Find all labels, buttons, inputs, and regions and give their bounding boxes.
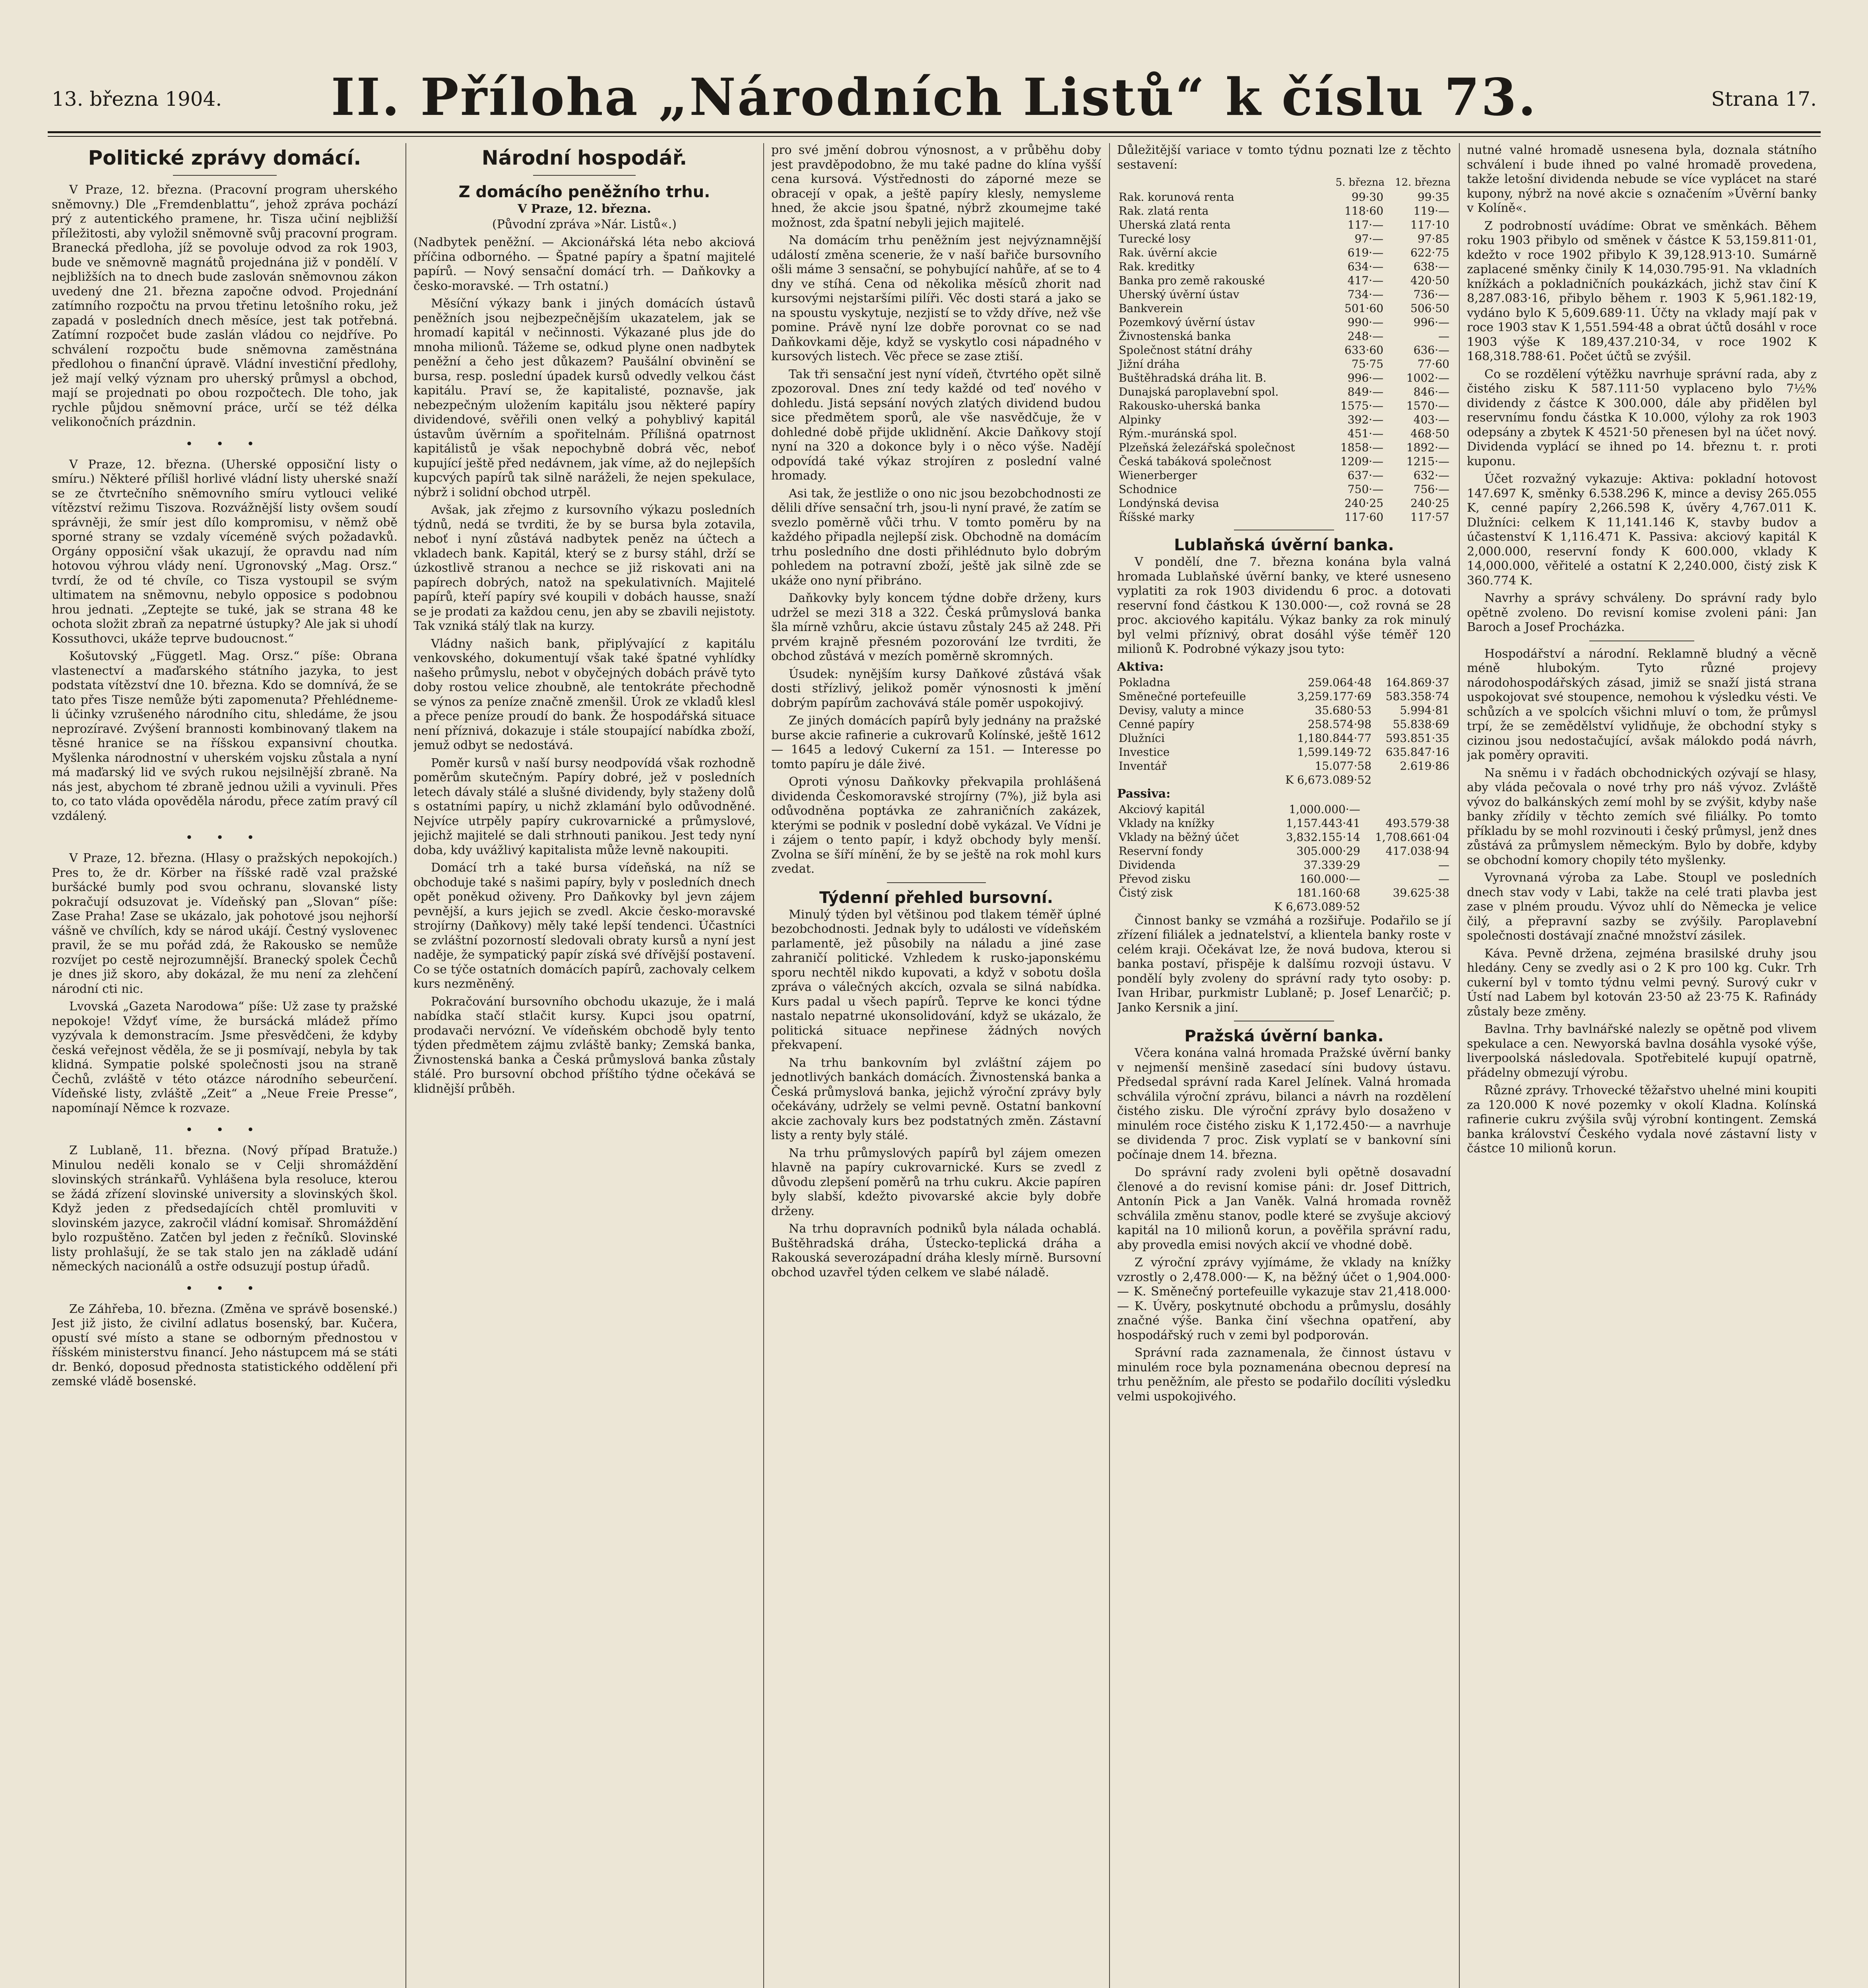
column-divider [763, 143, 764, 1988]
table-cell: 996·— [1347, 371, 1384, 384]
article-paragraph: Ze jiných domácích papírů byly jednány na pražské burse akcie rafinerie a cukrovarů Kolínské, ještě 1612 — 1645 a ledový Cukerní za 151. — Interesse po tomto papíru je dále živé. [771, 714, 1101, 771]
article-paragraph: Oproti výnosu Daňkovky překvapila prohlášená dividenda Českomoravské strojírny (7%), již byla asi odůvodněna poptávka ze zahraničních zakázek, kterými se podnik v poslední době vykázal. Ve Vídni je i zájem o tento papír, i když obchody byly menší. Zvolna se šíří mínění, že by se ještě na rok mohl kurs zvedat. [771, 775, 1101, 876]
article-title: Týdenní přehled bursovní. [819, 888, 1053, 907]
table-row [1117, 689, 1451, 703]
table-cell: 468·50 [1410, 427, 1449, 440]
article-paragraph: Káva. Pevně držena, zejména brasilské druhy jsou hledány. Ceny se zvedly asi o 2 K pro 100 kg. Cukr. Trh cukerní byl v tomto týdnu velmi pevný. Surový cukr v Ústí nad Labem byl kotován 23·50 až 23·75 K. Rafinády zůstaly beze změny. [1467, 946, 1817, 1019]
table-cell: 420·50 [1410, 274, 1449, 287]
table-row [1117, 287, 1451, 301]
article-paragraph: Minulý týden byl většinou pod tlakem téměř úplné bezobchodnosti. Jednak byly to události ve vídeňském parlamentě, jež působily na náladu a jiné zase zahraničí politické. Vzhledem k rusko-japonskému sporu nechtěl nikdo kupovati, a když v sobotu došla zpráva o válečných akcích, ozvala se silná nabídka. Kurs padal u všech papírů. Teprve ke konci týdne nastalo nepatrné ukonsolidování, když se ukázalo, že politická situace nepřinese žádných nových překvapení. [771, 907, 1101, 1052]
table-cell: 635.847·16 [1385, 745, 1449, 759]
table-cell: Česká tabáková společnost [1119, 455, 1271, 468]
table-row [1117, 329, 1451, 343]
table-row [1117, 315, 1451, 329]
table-row-total [1117, 900, 1451, 914]
column-exchange [1117, 143, 1451, 1988]
article-paragraph: Na trhu dopravních podniků byla nálada ochablá. Buštěhradská dráha, Ústecko-teplická dráha a Rakouská severozápadní dráha klesly mírně. Bursovní obchod uzavřel týden celkem ve slabé náladě. [771, 1222, 1101, 1279]
article-paragraph: Poměr kursů v naší bursy neodpovídá však rozhodně poměrům skutečným. Papíry dobré, jež v posledních letech dávaly stálé a slušné dividendy, byly staženy dolů s ostatními papíry, u nichž zklamání bylo odůvodněné. Nejvíce utrpěly papíry cukrovarnické a průmyslové, jejichž majitelé se dali strhnouti panikou. Jest tedy nyní doba, kdy uvážlivý kapitalista může levně nakoupiti. [413, 756, 755, 857]
table-row [1117, 301, 1451, 315]
balance-pasiva-table [1117, 802, 1451, 914]
table-cell: 97·— [1354, 232, 1384, 245]
article-separator: • • • [185, 830, 264, 845]
table-row [1117, 872, 1451, 886]
article-title: Lublaňská úvěrní banka. [1174, 536, 1394, 554]
table-cell: 258.574·98 [1307, 717, 1372, 731]
table-cell: 849·— [1347, 385, 1384, 398]
table-cell: 1002·— [1406, 371, 1449, 384]
article-paragraph: Na sněmu i v řadách obchodnických ozývají se hlasy, aby vláda pečovala o nové trhy pro náš vývoz. Zvláště vývoz do balkánských zemí mohl by se zvýšit, kdyby naše banky zřídily v těchto zemích své filiálky. Po tomto příkladu by se mohl rozvinouti i český průmysl, jenž dnes zůstává za průmyslem německým. Bylo by dobře, kdyby se obchodní komory chopily této myšlenky. [1467, 766, 1817, 867]
table-cell: Směnečné portefeuille [1119, 689, 1246, 703]
table-cell: 493.579·38 [1385, 816, 1449, 830]
table-row [1117, 830, 1451, 844]
table-cell: 501·60 [1344, 302, 1384, 315]
table-cell: 583.358·74 [1385, 689, 1449, 703]
article-paragraph: Asi tak, že jestliže o ono nic jsou bezobchodnosti ze dělili dříve sensační trh, jsou-li nyní pravé, že zatím se svezlo poměrně vůči trhu. V tomto poměru by na každého připadla nejlepší zisk. Obchodně na domácím trhu posledního dne dosti přihlédnuto bylo dobrým pohledem na potravní zboží, ještě jak silně zde se ukáže ono nyní přibráno. [771, 486, 1101, 588]
issue-date: 13. března 1904. [52, 87, 222, 111]
article-paragraph: V Praze, 12. března. (Hlasy o pražských nepokojích.) Pres to, že dr. Körber na říšské radě vzal pražské buršácké bumly pod svou ochranu, slovanské listy pokračují odsuzovat je. Vídeňský pan „Slovan“ píše: Zase Praha! Zase se ukázalo, jak pohotové jsou nejhorší vášně ve chvílích, kdy se národ ukájí. Čestný vyslovenec pravil, že se mu pořád zdá, že Rakousko se nemůže rozvíjet po cestě nejrozumnější. Branecký spolek Čechů je dnes již skoro, aby dokázal, že mu není za zlehčení národní cti nic. [52, 851, 398, 996]
table-cell: Bankverein [1119, 302, 1183, 315]
article-paragraph: Účet rozvažný vykazuje: Aktiva: pokladní hotovost 147.697 K, směnky 6.538.296 K, mince a devisy 265.055 K, cenné papíry 2,266.598 K, úvěry 4,767.011 K. Dlužníci: celkem K 11,141.146 K, stavby budov a účastenství K 1,116.471 K. Passiva: akciový kapitál K 2,000.000, reservní fondy K 600.000, vklady K 14,000.000, věřitelé a ostatní K 2,240.000, čistý zisk K 360.774 K. [1467, 472, 1817, 588]
table-row [1117, 357, 1451, 371]
article-paragraph: Měsíční výkazy bank i jiných domácích ústavů peněžních jsou nejbezpečnějším ukazatelem, jak se hromadí kapitál v nečinnosti. Výkazané plus jde do mnoha milionů. Tážeme se, odkud plyne onen nadbytek peněžní a čeho jest důkazem? Paušální obvinění se bursa, resp. poslední úpadek kursů odvedly velkou část kapitálu. Praví se, že kapitalisté, poznavše, jak nebezpečným uložením kapitálu jsou některé papíry dividendové, svěřili onen velký a pohyblivý kapitál ústavům úvěrním a spořitelnám. Přílišná opatrnost kapitálistů je však nepochybně dobrá věc, neboť kupující ještě před nedávnem, jak víme, až do nejlepších kupcvých papírů tak silně naráželi, že nejen spekulace, nýbrž i solidní obchod utrpěl. [413, 297, 755, 499]
article-paragraph: Různé zprávy. Trhovecké těžařstvo uhelné mini koupiti za 120.000 K nové pozemky v okolí Kladna. Kolínská rafinerie cukru zvýšila svůj výrobní kontingent. Zemská banka království Českého vydala nové zástavní listy v částce 10 milionů korun. [1467, 1083, 1817, 1155]
article-separator: • • • [185, 1280, 264, 1296]
article-paragraph: Z podrobností uvádíme: Obrat ve směnkách. Během roku 1903 přibylo od směnek v částce K 53,159.811·01, kdežto v roce 1902 přibylo K 39,128.913·10. Sumárně zaplacené směnky činily K 14,030.795·91. Na vkladních knížkách a pokladničních poukázkách, jichž stav činí K 8,287.083·16, přibylo během r. 1903 K 5,961.182·19, vydáno bylo K 5,609.689·11. Účty na vklady mají pak v roce 1903 stav K 1,551.594·48 a obrat účtů dosáhl v roce 1903 výše K 189,437.210·34, v roce 1902 K 168,318.788·61. Počet účtů se zvýšil. [1467, 219, 1817, 363]
table-cell: 5.994·81 [1400, 703, 1449, 717]
table-cell: 117·— [1347, 218, 1384, 231]
table-row [1117, 441, 1451, 454]
article-paragraph: Pokračování bursovního obchodu ukazuje, že i malá nabídka stačí stlačit kursy. Kupci jsou opatrní, prodavači nervózní. Ve vídeňském obchodě byly tento týden předmětem zájmu zvláště banky; Zemská banka, Živnostenská banka a Česká průmyslová banka zůstaly stálé. Pro bursovní obchod příštího týdne očekává se klidnější průběh. [413, 994, 755, 1096]
table-cell: Rým.-muránská spol. [1119, 427, 1237, 440]
table-cell: 417·— [1347, 274, 1384, 287]
table-row [1117, 886, 1451, 900]
table-cell: 996·— [1413, 316, 1449, 329]
article-paragraph: Z výroční zprávy vyjímáme, že vklady na knížky vzrostly o 2,478.000·— K, na běžný účet o 1,904.000·— K. Směnečný portefeuille vykazuje stav 21,418.000·— K. Úvěry, poskytnuté obchodu a průmyslu, dosáhly značné výše. Banka činí všechna opatření, aby hospodářský ruch v zemi byl podporován. [1117, 1256, 1451, 1342]
article-paragraph: V Praze, 12. března. (Pracovní program uherského sněmovny.) Dle „Fremdenblattu“, jehož zpráva pochází prý z autentického pramene, hr. Tisza učiní nejbližší příležitosti, aby vyložil sněmovně svůj pracovní program. Branecká předloha, jíž se povoluje odvod za rok 1903, bude ve sněmovně magnátů projednána již v pondělí. V nejbližších na to dnech bude zaslován sněmovnou zákon uvedený dne 21. března započne odvod. Projednání zatímního rozpočtu na prvou třetinu letošního roku, jež zapadá v posledních dnech měsíce, jest tak potřebná. Zatímní rozpočet bude zaslán vládou co nejdříve. Po schválení rozpočtu bude sněmovna zaměstnána předlohou o finanční úpravě. Vládní investiční předlohy, jež mají velký význam pro uherský průmysl a obchod, mají se projednati po obou rozpočtech. Dle toho, jak rychle půjdou sněmovní práce, určí se též délka velikonočních prázdnin. [52, 183, 398, 429]
table-cell: Inventář [1119, 759, 1167, 773]
table-cell: 1,157.443·41 [1286, 816, 1360, 830]
article-paragraph: V pondělí, dne 7. března konána byla valná hromada Lublaňské úvěrní banky, ve které usneseno vyplatiti za rok 1903 dividendu 6 proc. a dotovati reservní fond částkou K 130.000·—, což rovná se 28 proc. akciového kapitálu. Výkaz banky za rok minulý byl velmi příznivý, obrat dosáhl výše téměř 120 milionů K. Podrobné výkazy jsou tyto: [1117, 555, 1451, 656]
table-row [1117, 385, 1451, 399]
table-cell: 117·60 [1344, 511, 1384, 524]
table-cell: 240·25 [1344, 497, 1384, 510]
table-cell: 1215·— [1406, 455, 1449, 468]
table-cell: Akciový kapitál [1119, 802, 1205, 816]
table-row [1117, 703, 1451, 717]
column-misc [1467, 143, 1817, 1988]
table-cell: Vklady na knížky [1119, 816, 1214, 830]
table-row [1117, 427, 1451, 441]
table-cell: Rak. kreditky [1119, 260, 1195, 273]
table-cell: 392·— [1347, 413, 1384, 426]
table-cell: 160.000·— [1300, 872, 1360, 885]
table-cell: 634·— [1347, 260, 1384, 273]
table-cell: 99·30 [1351, 190, 1384, 204]
table-row [1117, 745, 1451, 759]
table-cell: 622·75 [1410, 246, 1449, 259]
table-cell: 77·60 [1417, 357, 1449, 371]
table-cell: Wienerberger [1119, 469, 1197, 482]
article-paragraph: Do správní rady zvoleni byli opětně dosavadní členové a do revisní komise páni: dr. Josef Dittrich, Antonín Pick a Jan Vaněk. Valná hromada rovněž schválila změnu stanov, podle které se zvyšuje akciový kapitál na 10 milionů korun, a pověřila správní radu, aby provedla emisi nových akcií ve vhodné době. [1117, 1165, 1451, 1252]
table-row [1117, 413, 1451, 427]
balance-aktiva-table [1117, 676, 1451, 787]
table-row [1117, 731, 1451, 745]
table-cell: 506·50 [1410, 302, 1449, 315]
article-paragraph: Správní rada zaznamenala, že činnost ústavu v minulém roce byla poznamenána obecnou depresí na trhu peněžním, ale přesto se podařilo docíliti výsledku velmi uspokojivého. [1117, 1346, 1451, 1404]
table-cell: Říšské marky [1119, 511, 1195, 524]
article-paragraph: Z Lublaně, 11. března. (Nový případ Bratuže.) Minulou neděli konalo se v Celji shromáždění slovinských stránkařů. Vyhlášena byla resoluce, kterou se žádá zřízení slovinské university a slovinských škol. Když jeden z předsedajících chtěl promluviti v slovinském jazyce, zakročil vládní komisař. Shromáždění bylo rozpuštěno. Zatčen byl jeden z řečníků. Slovinské listy prohlašují, že se tak stalo jen na základě udání německých nacionálů a ostře odsuzují postup úřadů. [52, 1143, 398, 1274]
table-cell: Dlužníci [1119, 731, 1165, 745]
table-cell: Dunajská paroplavební spol. [1119, 385, 1279, 398]
article-paragraph: Košutovský „Függetl. Mag. Orsz.“ píše: Obrana vlastenectví a maďarského státního jazyka, to jest podstata vítězství dne 10. března. Kdo se domnívá, že se tato přes Tisze nemůže býti zapomenuta? Přehlédneme-li účinky vzrušeného národního citu, shledáme, že jsou neprozíravé. Zvýšení brannosti kombinovaný tlakem na těsné hranice se na říšskou expansivní choutka. Myšlenka národnostní v uherském vojsku zůstala a nyní má maďarský lid ve svých rukou nejsilnější zbraně. Na nás jest, abychom té zbraně jednou užili a vyvinuli. Přes to, co tato vláda opověděla národu, přece zatím pravý cíl vzdálený. [52, 649, 398, 823]
table-cell: Pokladna [1119, 676, 1170, 689]
table-row [1117, 802, 1451, 816]
article-paragraph: Tak tři sensační jest nyní vídeň, čtvrtého opět silně zpozoroval. Dnes zní tedy každé od teď nového v dohledu. Jistá sepsání nových zlatých dividend budou sice předmětem sporů, ale vše nasvědčuje, že v dohledné době přijde uklidnění. Akcie Daňkovy stojí nyní na 320 a dokonce byly i o něco výše. Nadějí odpovídá také výkaz strojíren z poslední valné hromady. [771, 367, 1101, 483]
article-paragraph: Avšak, jak zřejmo z kursovního výkazu posledních týdnů, nedá se tvrditi, že by se bursa byla zotavila, neboť i nyní zůstává nadbytek peněz na účtech a vkladech bank. Kapitál, který se z bursy stáhl, drží se úzkostlivě stranou a nechce se již riskovati ani na papírech dobrých, natož na spekulativních. Majitelé papírů, kteří papíry své koupili v dobách hausse, snaží se je prodati za každou cenu, jen aby se zbavili nejistoty. Tak vzniká stálý tlak na kurzy. [413, 503, 755, 633]
column-economy [413, 143, 755, 1988]
table-cell: 1575·— [1340, 399, 1384, 412]
article-paragraph: Lvovská „Gazeta Narodowa“ píše: Už zase ty pražské nepokoje! Vždyť víme, že bursácká mládež přímo vyzývala k demonstracím. Jsme přesvědčeni, že kdyby česká veřejnost věděla, že se ji posmívají, nebyla by tak klidná. Sympatie polské společnosti jsou na straně Čechů, zvláště v této otázce národního sebeurčení. Vídeňské listy, zvláště „Zeit“ a „Neue Freie Presse“, napomínají Němce k rozvaze. [52, 1000, 398, 1115]
table-cell: 3,832.155·14 [1286, 830, 1360, 844]
article-paragraph: Na domácím trhu peněžním jest nejvýznamnější událostí změna scenerie, že v naší bařiče bursovního ošli máme 3 sensační, se pohybující nahůře, ať se to 4 dny ve stíhá. Cena od několika měsíců zhorit nad kursovými nejstaršími pilíři. Věc dosti stará a jako se na spoustu vyskytuje, nezjistí se to vždy dříve, než vše pomine. Právě nyní lze dobře porovnat co se nad Daňkovkami děje, když se vyskytlo cosi nápadného v kursových listech. Věc přece se zase ztiší. [771, 233, 1101, 363]
table-cell: 736·— [1413, 288, 1449, 301]
heading-rule [533, 175, 636, 176]
table-cell: 636·— [1413, 344, 1449, 357]
table-header-date: 5. března [1335, 177, 1385, 188]
table-cell: 119·— [1413, 204, 1449, 217]
masthead-rule [48, 131, 1821, 133]
article-paragraph: pro své jmění dobrou výnosnost, a v průběhu doby jest pravděpodobno, že mu také padne do klína vyšší cena kursová. Výstřednosti do záporné meze se obracejí v opak, a ještě papíry klesly, nemysleme hned, že akcie jsou špatné, nýbrž zkoumejme také možnost, zda špatní nebyli jejich majitelé. [771, 143, 1101, 230]
masthead-rule-thin [48, 136, 1821, 137]
table-cell: Londýnská devisa [1119, 497, 1219, 510]
table-intro: Důležitější variace v tomto týdnu poznati lze z těchto sestavení: [1117, 143, 1451, 172]
table-cell: Živnostenská banka [1119, 330, 1231, 343]
article-summary: (Nadbytek peněžní. — Akcionářská léta nebo akciová příčina odborného. — Špatné papíry a špatní majitelé papírů. — Nový sensační domácí trh. — Daňkovky a česko-moravské. — Trh ostatní.) [413, 235, 755, 293]
article-paragraph: Včera konána valná hromada Pražské úvěrní banky v nejmenší menšině zasedací síni budovy ústavu. Předsedal správní rada Karel Jelínek. Valná hromada schválila výroční zprávu, bilanci a návrh na rozdělení čistého zisku. Dle výroční zprávy bylo dosaženo v minulém roce čistého zisku K 1,172.450·— a navrhuje se dividenda 7 proc. Zisk vyplatí se v bankovní síni počínaje dnem 14. března. [1117, 1046, 1451, 1162]
table-cell: 39.625·38 [1393, 886, 1449, 899]
table-row [1117, 399, 1451, 413]
supplement-title: II. Příloha „Národních Listů“ k číslu 73. [331, 68, 1538, 127]
article-separator: • • • [185, 436, 264, 451]
heading-rule [173, 175, 277, 176]
table-cell: Dividenda [1119, 858, 1176, 872]
article-paragraph: Na trhu průmyslových papírů byl zájem omezen hlavně na papíry cukrovarnické. Kurs se zvedl z důvodu zlepšení poměrů na trhu cukru. Akcie papíren byly slabší, kdežto pivovarské akcie byly dobře drženy. [771, 1146, 1101, 1218]
table-cell: 164.869·37 [1385, 676, 1449, 689]
table-row [1117, 844, 1451, 858]
article-title: Z domácího peněžního trhu. [458, 183, 710, 201]
table-row [1117, 816, 1451, 830]
table-row [1117, 717, 1451, 731]
table-cell: 1858·— [1340, 441, 1384, 454]
table-cell: 35.680·53 [1315, 703, 1372, 717]
article-paragraph: V Praze, 12. března. (Uherské opposiční listy o smíru.) Některé přílišl horlivé vládní listy uherské snaží se ze čtvrtečního sněmovního smíru vytlouci veliké vítězství režimu Tiszova. Rozvážnější listy ovšem soudí správněji, že smír jest dílo kompromisu, v němž obě sporné strany se vzdaly víceméně svých požadavků. Orgány opposiční však ukazují, že opravdu nad ním hotovou výhrou vlády není. Ugronovský „Mag. Orsz.“ tvrdí, že od té chvíle, co Tisza vystoupil se svým ultimatem na sněmovnu, nebylo opposice s podobnou hrou jednati. „Zeptejte se tuké, jak se strana 48 ke ochota složit zbraň za nepatrné ústupky? Ale jak si uhodí Kossuthovci, ukáže teprve budoucnost.“ [52, 457, 398, 646]
article-paragraph: Hospodářství a národní. Reklamně bludný a věcně méně hlubokým. Tyto různé projevy národohospodářských zásad, jimiž se snaží jistá strana uspokojovat své stoupence, nemohou k výsledku vésti. Ve schůzích a ve spolcích všichni mluví o tom, že průmysl trpí, že se zemědělství vylidňuje, že obchodní styky s cizinou jsou nedostačující, avšak málokdo podá návrh, jak poměry opraviti. [1467, 646, 1817, 762]
article-source: (Původní zpráva »Nár. Listů«.) [492, 217, 677, 231]
table-row [1117, 496, 1451, 510]
article-paragraph: Domácí trh a také bursa vídeňská, na níž se obchoduje také s našimi papíry, byly v posledních dnech opět poněkud oživeny. Pro Daňkovky byl jevn zájem pevnější, a kurs jejich se zvedl. Akcie česko-moravské strojírny (Daňkovy) měly také lepší tendenci. Účastníci se zvláštní pozorností sledovali obraty kursů a nyní jest naděje, že sympatický papír získá své dřívější postavení. Co se týče ostatních domácích papírů, zachovaly celkem kurs nezměněný. [413, 861, 755, 991]
table-cell: 1209·— [1340, 455, 1384, 468]
table-cell: 1,180.844·77 [1297, 731, 1372, 745]
article-paragraph: Úsudek: nynějším kursy Daňkové zůstává však dosti střízlivý, jelikož poměr výnosnosti k jmění dobrým papírům zachovává stále poměr uspokojivý. [771, 667, 1101, 710]
table-row [1117, 260, 1451, 274]
article-title: Pražská úvěrní banka. [1184, 1027, 1384, 1045]
table-cell: Cenné papíry [1119, 717, 1195, 731]
table-cell: 3,259.177·69 [1297, 689, 1372, 703]
table-cell [1362, 802, 1451, 816]
column-divider [405, 143, 406, 1988]
table-cell: 248·— [1347, 330, 1384, 343]
table-cell: 637·— [1347, 469, 1384, 482]
table-cell: 305.000·29 [1296, 844, 1360, 858]
table-row [1117, 510, 1451, 524]
table-row [1117, 204, 1451, 218]
table-cell: 37.339·29 [1304, 858, 1360, 872]
column-politics [52, 143, 398, 1988]
table-cell: Jižní dráha [1119, 357, 1180, 371]
table-cell: Banka pro země rakouské [1119, 274, 1265, 287]
table-cell: 15.077·58 [1315, 759, 1372, 773]
table-row [1117, 482, 1451, 496]
table-cell: 638·— [1413, 260, 1449, 273]
article-paragraph: nutné valné hromadě usnesena byla, doznala státního schválení i bude ihned po valné hromadě provedena, takže letošní dividenda nebude se více vyplácet na staré kupony, nýbrž na nové akcie s označením »Úvěrní banky v Kolíně«. [1467, 143, 1817, 215]
table-cell: 118·60 [1344, 204, 1384, 217]
price-table [1117, 175, 1451, 524]
table-cell: 259.064·48 [1307, 676, 1372, 689]
table-header-date: 12. března [1395, 177, 1451, 188]
table-cell: Uherský úvěrní ústav [1119, 288, 1240, 301]
column-divider [1109, 143, 1110, 1988]
table-cell: 2.619·86 [1400, 759, 1449, 773]
table-cell: 1892·— [1406, 441, 1449, 454]
column-market [771, 143, 1101, 1988]
table-cell: 1,708.661·04 [1375, 830, 1449, 844]
table-cell: — [1438, 330, 1449, 343]
table-cell: K 6,673.089·52 [1285, 773, 1372, 786]
table-cell: Reservní fondy [1119, 844, 1203, 858]
article-paragraph: Na trhu bankovním byl zvláštní zájem po jednotlivých bankách domácích. Živnostenská banka a Česká průmyslová banka, jejichž výroční zprávy byly očekávány, udržely se velmi pevně. Ostatní bankovní akcie zachovaly kurs bez podstatných změn. Zástavní listy a renty byly stálé. [771, 1056, 1101, 1142]
table-row [1117, 246, 1451, 260]
table-cell: Turecké losy [1119, 232, 1191, 245]
table-cell: 756·— [1413, 483, 1449, 496]
article-paragraph: Co se rozdělení výtěžku navrhuje správní rada, aby z čistého zisku K 587.111·50 vyplaceno bylo 7½% dividendy z částce K 300.000, dále aby přidělen byl reservnímu fondu částka K 10.000, výlohy za rok 1903 odepsány a zbytek K 4521·50 přenesen byl na účet nový. Dividenda vyplácí se ihned po 14. březnu t. r. proti kuponu. [1467, 367, 1817, 468]
article-separator: • • • [185, 1122, 264, 1137]
table-cell: Plzeňská železářská společnost [1119, 441, 1295, 454]
table-cell: 846·— [1413, 385, 1449, 398]
article-paragraph: Vyrovnaná výroba za Labe. Stoupl ve posledních dnech stav vody v Labi, takže na celé trati plavba jest zase v plném proudu. Vývoz uhlí do Německa je velice čilý, a přepravní sazby se zvýšily. Paroplavební společnosti dostávají značné množství zásilek. [1467, 871, 1817, 943]
table-row [1117, 759, 1451, 773]
table-row [1117, 218, 1451, 232]
section-heading-economy: Národní hospodář. [481, 146, 687, 169]
table-cell: 734·— [1347, 288, 1384, 301]
table-cell: 240·25 [1410, 497, 1449, 510]
table-cell: 1570·— [1406, 399, 1449, 412]
section-heading-politics: Politické zprávy domácí. [88, 146, 361, 169]
table-label: Passiva: [1117, 786, 1171, 801]
article-paragraph: Navrhy a správy schváleny. Do správní rady bylo opětně zvoleno. Do revisní komise zvoleni páni: Jan Baroch a Josef Procházka. [1467, 591, 1817, 634]
table-cell: 619·— [1347, 246, 1384, 259]
table-cell: 750·— [1347, 483, 1384, 496]
table-cell: K 6,673.089·52 [1274, 900, 1360, 913]
column-divider [1459, 143, 1460, 1988]
table-label: Aktiva: [1117, 660, 1164, 674]
article-dateline: V Praze, 12. března. [518, 202, 651, 216]
table-cell: 593.851·35 [1385, 731, 1449, 745]
table-cell: Společnost státní dráhy [1119, 344, 1252, 357]
table-cell: Investice [1119, 745, 1170, 759]
table-cell: Rak. úvěrní akcie [1119, 246, 1217, 259]
masthead [48, 60, 1821, 127]
table-row [1117, 454, 1451, 468]
table-cell: 417.038·94 [1385, 844, 1449, 858]
table-cell: Alpinky [1119, 413, 1161, 426]
table-cell: 99·35 [1417, 190, 1449, 204]
table-cell: 117·57 [1410, 511, 1449, 524]
table-cell: 55.838·69 [1393, 717, 1449, 731]
table-row [1117, 232, 1451, 246]
table-cell: 632·— [1413, 469, 1449, 482]
table-cell: Převod zisku [1119, 872, 1191, 885]
table-cell: 181.160·68 [1296, 886, 1360, 899]
table-row [1117, 858, 1451, 872]
article-paragraph: Bavlna. Trhy bavlnářské nalezly se opětně pod vlivem spekulace a cen. Newyorská bavlna dosáhla vysoké výše, liverpoolská následovala. Spotřebitelé kupují opatrně, přádelny obmezují výrobu. [1467, 1022, 1817, 1080]
article-paragraph: Činnost banky se vzmáhá a rozšiřuje. Podařilo se jí zřízení filiálek a jednatelství, a klientela banky roste v celém kraji. Očekávat lze, že nová budova, kterou si banka postaví, přispěje k dalšímu rozvoji ústavu. V pondělí byly zvoleny do správní rady tyto osoby: p. Ivan Hribar, purkmistr Lublaně; p. Josef Lenarčič; p. Janko Kersnik a jiní. [1117, 913, 1451, 1015]
article-rule [887, 882, 986, 883]
table-cell: — [1438, 858, 1449, 872]
table-row [1117, 371, 1451, 385]
table-cell: Pozemkový úvěrní ústav [1119, 316, 1255, 329]
article-paragraph: Daňkovky byly koncem týdne dobře drženy, kurs udržel se mezi 318 a 322. Česká průmyslová banka šla mírně vzhůru, akcie ústavu zůstaly 245 až 248. Při prvém krajně přesném pozorování lze tvrditi, že obchod zůstává v mezích poměrně skromných. [771, 591, 1101, 663]
table-cell: Devisy, valuty a mince [1119, 703, 1244, 717]
table-cell: 117·10 [1410, 218, 1449, 231]
table-cell: Rakousko-uherská banka [1119, 399, 1261, 412]
table-cell: Rak. zlatá renta [1119, 204, 1209, 217]
table-cell: Vklady na běžný účet [1119, 830, 1239, 844]
table-row [1117, 190, 1451, 204]
table-row [1117, 274, 1451, 287]
table-cell: Buštěhradská dráha lit. B. [1119, 371, 1267, 384]
table-cell: 97·85 [1417, 232, 1449, 245]
table-cell: Rak. korunová renta [1119, 190, 1234, 204]
table-cell: 403·— [1413, 413, 1449, 426]
table-row [1117, 468, 1451, 482]
table-cell: — [1438, 872, 1449, 885]
table-row-total [1117, 773, 1451, 787]
table-header-row [1117, 175, 1451, 190]
article-paragraph: Ze Záhřeba, 10. března. (Změna ve správě bosenské.) Jest již jisto, že civilní adlatus bosenský, bar. Kučera, opustí své místo a stane se odborným přednostou v říšském ministerstvu financí. Jeho nástupcem má se státi dr. Benkó, doposud přednosta statistického oddělení při zemské vládě bosenské. [52, 1302, 398, 1388]
table-row [1117, 676, 1451, 689]
table-cell: Čistý zisk [1119, 886, 1173, 899]
table-cell: 451·— [1347, 427, 1384, 440]
table-cell: 633·60 [1344, 344, 1384, 357]
table-cell: 75·75 [1351, 357, 1384, 371]
table-cell: Schodnice [1119, 483, 1177, 496]
table-row [1117, 343, 1451, 357]
page-number: Strana 17. [1711, 87, 1817, 111]
article-paragraph: Vládny našich bank, připlývající z kapitálu venkovského, dokumentují však také špatné vyhlídky našeho průmyslu, nebot v obyčejných dobách právě tyto doby rostou velice zhoubně, ale tentokráte přechodně se výnos za peníze značně zmenšil. Úrok ze vkladů klesl a přece peníze proudí do bank. Že hospodářská situace není příznivá, dokazuje i stále stoupající nabídka zboží, jemuž odbyt se nedostává. [413, 637, 755, 752]
table-cell: 1,000.000·— [1289, 802, 1360, 816]
table-cell: 1,599.149·72 [1297, 745, 1372, 759]
table-cell: Uherská zlatá renta [1119, 218, 1231, 231]
table-cell: 990·— [1347, 316, 1384, 329]
